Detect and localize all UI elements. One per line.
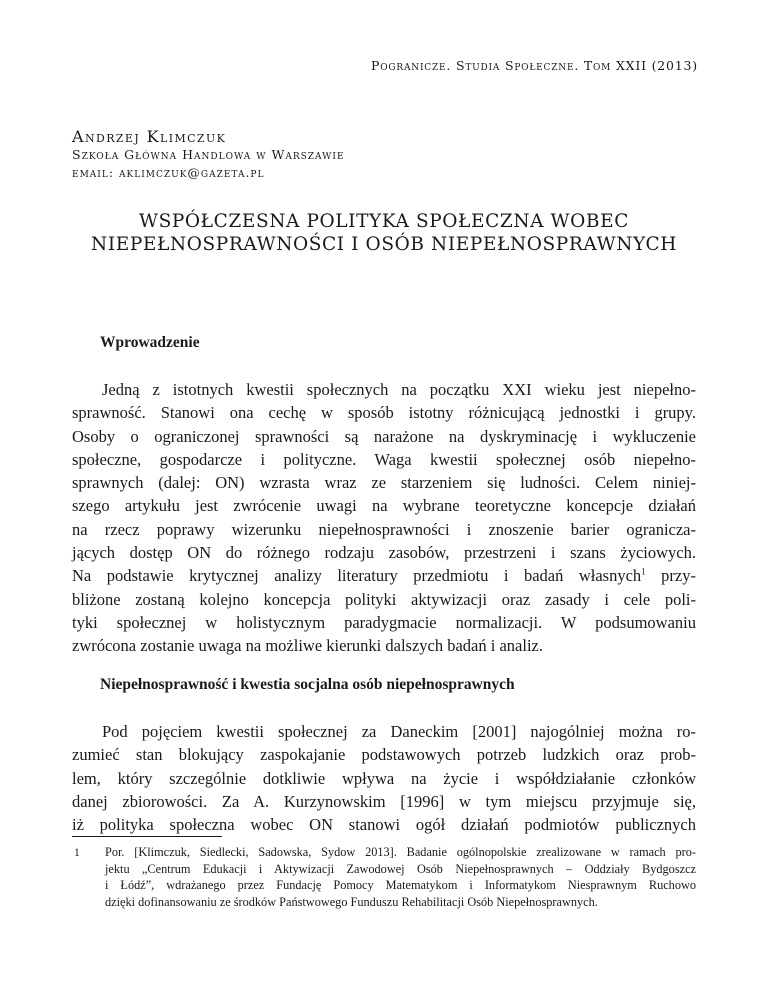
text-line: iż polityka społeczna wobec ON stanowi ogół działań podmiotów publicznych [72, 815, 696, 835]
footnote-line: i Łódź”, wdrażanego przez Fundację Pomocy Matematykom i Informatykom Niesprawnym Ruchowo [105, 878, 696, 892]
text-segment: przy- [645, 566, 696, 586]
text-line: Osoby o ograniczonej sprawności są narażone na dyskryminację i wykluczenie [72, 426, 696, 446]
footnote-text [105, 844, 696, 910]
running-head: Pogranicze. Studia Społeczne. Tom XXII (2013) [371, 58, 698, 73]
text-line-with-footnote [72, 564, 696, 587]
footnote-line: jektu „Centrum Edukacji i Aktywizacji Zawodowej Osób Niepełnosprawnych – Oddziały Bydgoszcz [105, 861, 696, 876]
article-title [72, 210, 696, 256]
text-line: Jedną z istotnych kwestii społecznych na początku XXI wieku jest niepełno- [102, 380, 696, 399]
section-heading-introduction: Wprowadzenie [100, 334, 200, 351]
author-affiliation: Szkoła Główna Handlowa w Warszawie [72, 147, 345, 162]
author-name: Andrzej Klimczuk [72, 127, 227, 146]
footnote-divider [72, 836, 222, 837]
footnote-line: dzięki dofinansowaniu ze środków Państwowego Funduszu Rehabilitacji Osób Niepełnosprawnych. [105, 894, 598, 909]
footnote-reference[interactable]: 1 [641, 566, 646, 577]
paragraph-disability [72, 720, 696, 836]
section-heading-disability: Niepełnosprawność i kwestia socjalna osób niepełnosprawnych [100, 676, 515, 693]
text-line: jących dostęp ON do różnego rodzaju zasobów, przestrzeni i szans życiowych. [72, 543, 696, 563]
footnote-number: 1 [74, 847, 80, 859]
author-email: email: aklimczuk@gazeta.pl [72, 165, 265, 180]
text-line: Pod pojęciem kwestii społecznej za Daneckim [2001] najogólniej można ro- [102, 722, 696, 741]
text-line: szego artykułu jest zwrócenie uwagi na wybrane teoretyczne koncepcje działań [72, 496, 696, 516]
text-line: bliżone zostaną kolejno koncepcja polityki aktywizacji oraz zasady i cele poli- [72, 589, 696, 609]
text-segment: Na podstawie krytycznej analizy literatury przedmiotu i badań własnych [72, 566, 642, 586]
footnote-line: Por. [Klimczuk, Siedlecki, Sadowska, Sydow 2013]. Badanie ogólnopolskie zrealizowane w ramach pro- [105, 845, 696, 859]
title-line: WSPÓŁCZESNA POLITYKA SPOŁECZNA WOBEC [138, 211, 629, 232]
text-line: zumieć stan blokujący zaspokajanie podstawowych potrzeb ludzkich oraz prob- [72, 745, 696, 765]
author-block [72, 128, 672, 182]
text-line: sprawność. Stanowi ona cechę w sposób istotny różnicującą jednostki i grupy. [72, 403, 696, 423]
text-line: zwrócona zostanie uwaga na możliwe kierunki dalszych badań i analiz. [72, 636, 543, 656]
text-line: tyki społecznej w holistycznym paradygmacie normalizacji. W podsumowaniu [72, 612, 696, 632]
text-line: danej zbiorowości. Za A. Kurzynowskim [1996] w tym miejscu przyjmuje się, [72, 791, 696, 811]
footnote [72, 844, 696, 910]
paragraph-introduction [72, 378, 696, 658]
text-line: lem, który szczególnie dotkliwie wpływa na życie i współdziałanie członków [72, 768, 696, 788]
title-line: NIEPEŁNOSPRAWNOŚCI I OSÓB NIEPEŁNOSPRAWNYCH [91, 234, 677, 255]
text-line: sprawnych (dalej: ON) wzrasta wraz ze starzeniem się ludności. Celem niniej- [72, 473, 696, 493]
text-line: na rzecz poprawy wizerunku niepełnosprawności i znoszenie barier ogranicza- [72, 519, 696, 539]
text-line: społeczne, gospodarcze i polityczne. Waga kwestii społecznej osób niepełno- [72, 449, 696, 469]
